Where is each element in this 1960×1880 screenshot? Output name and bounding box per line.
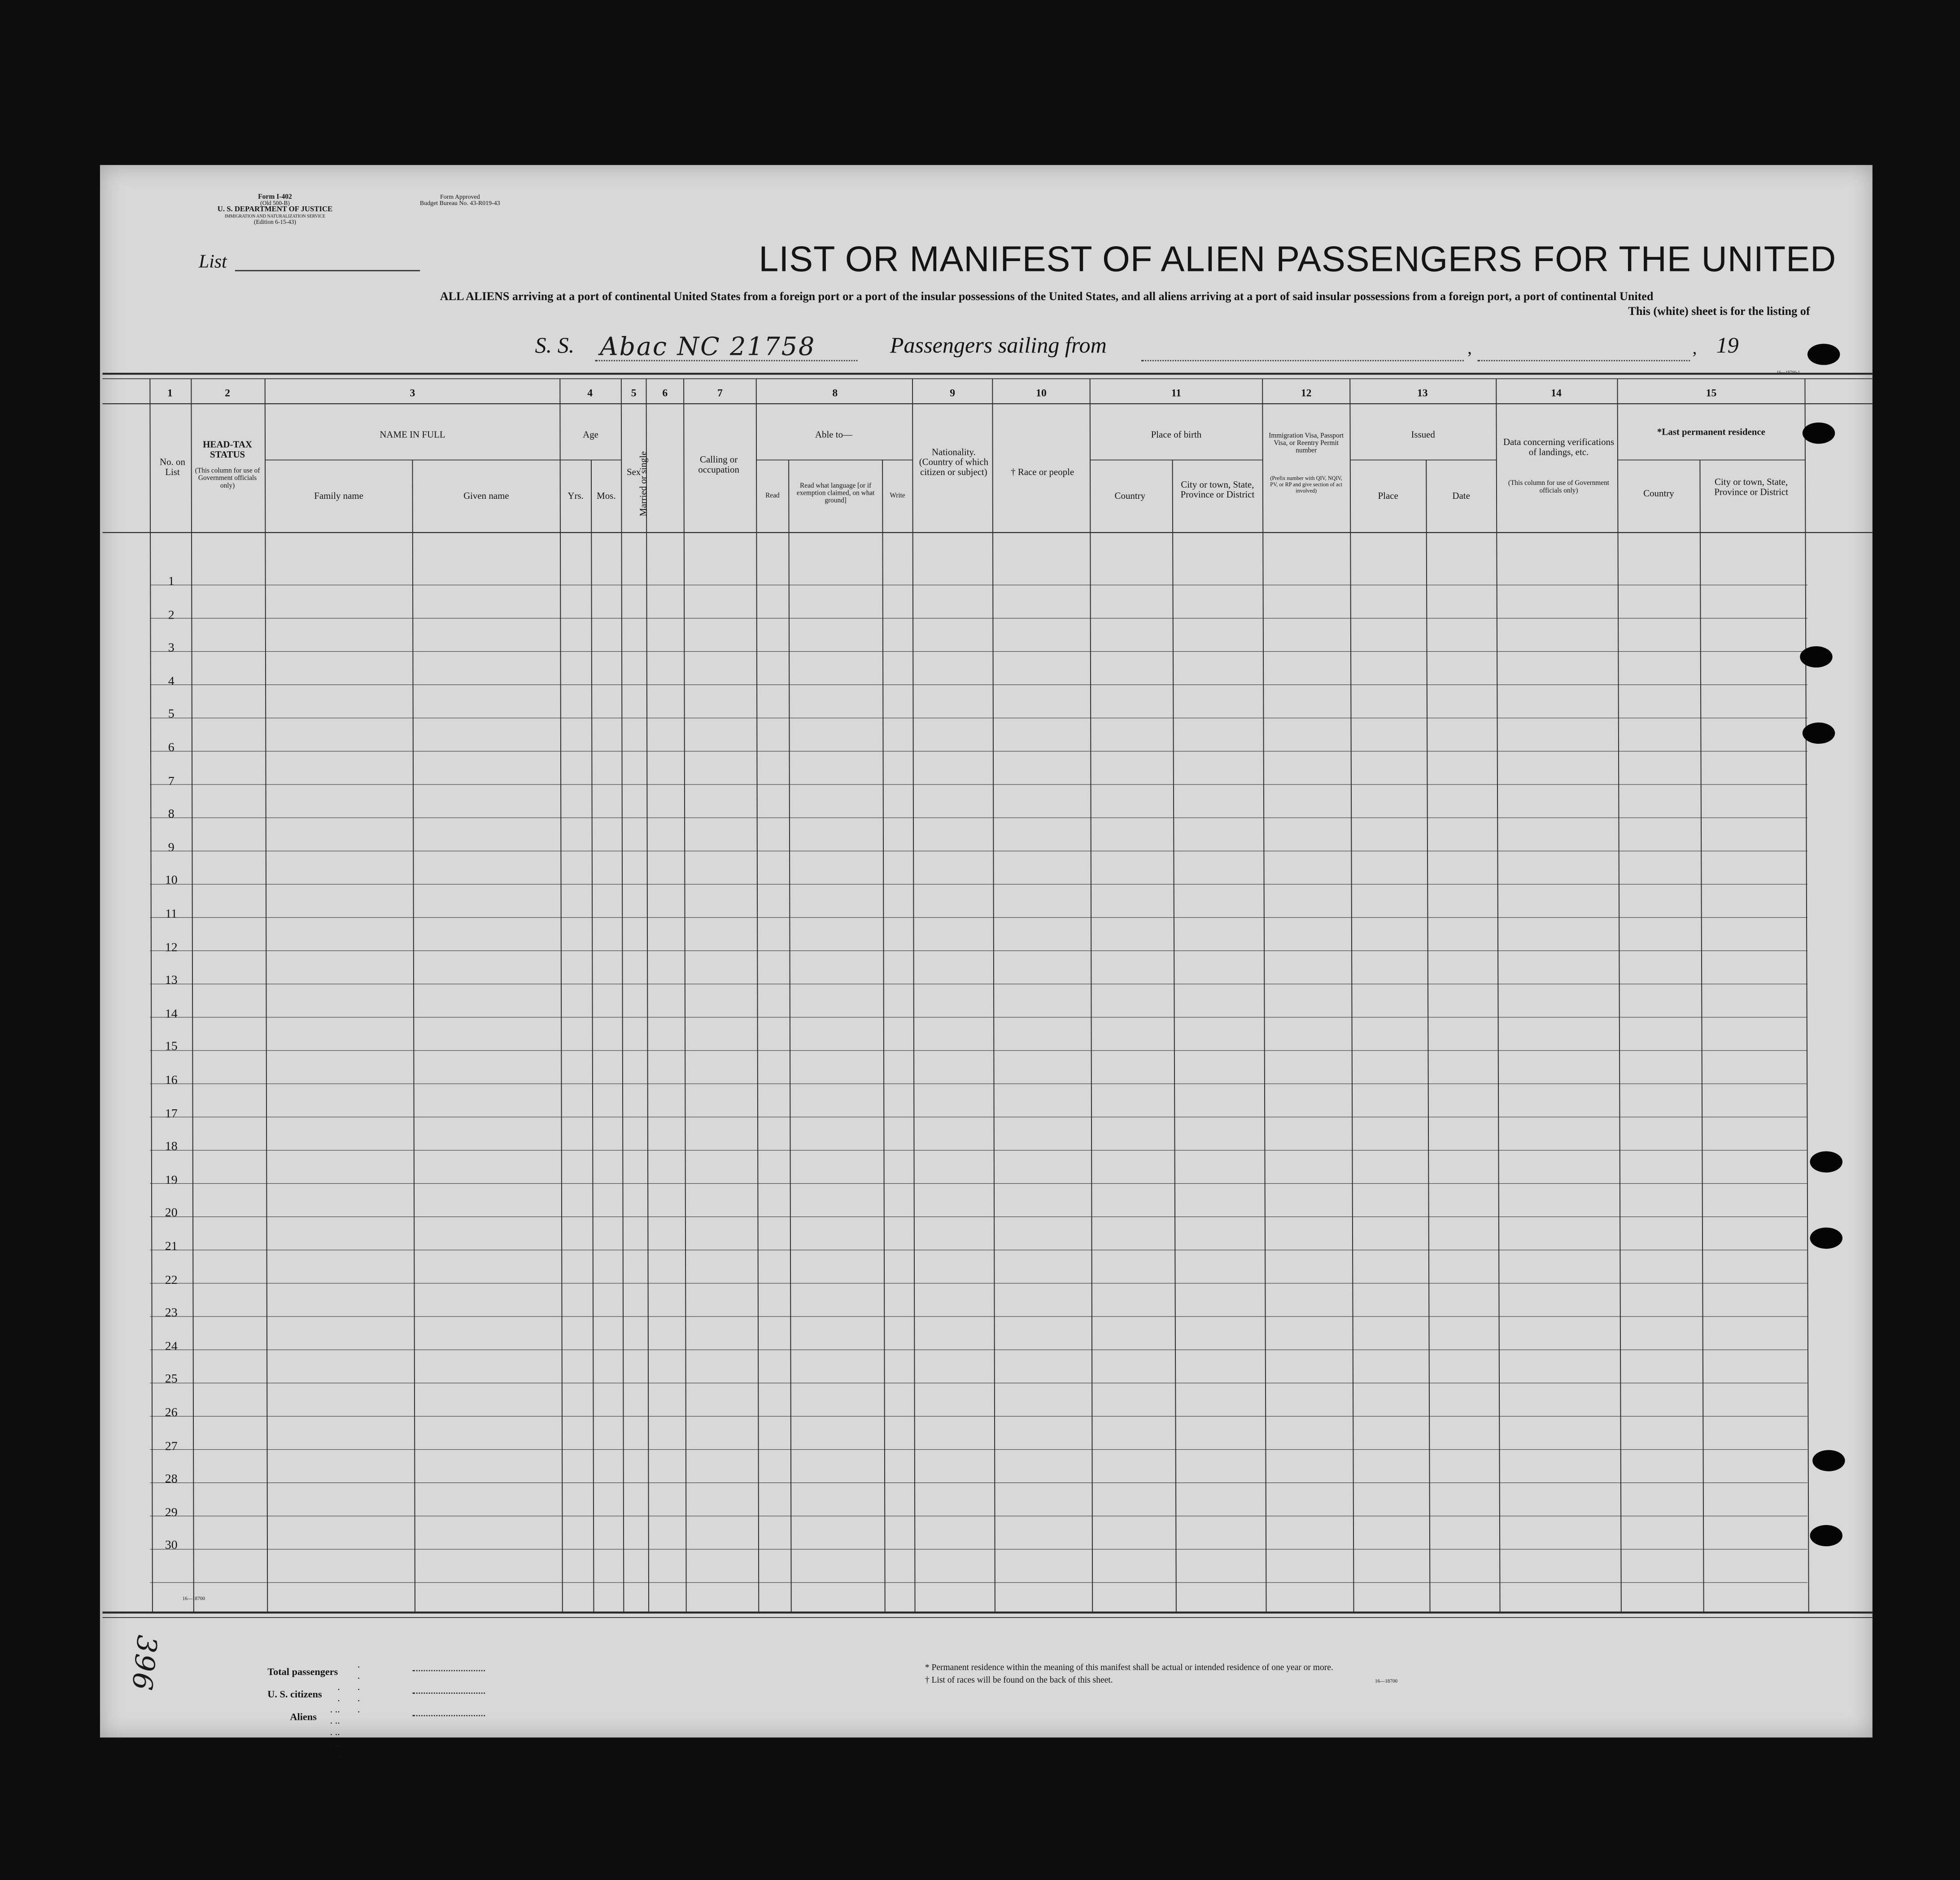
header-pob-country: Country [1114,490,1146,502]
grid-column-rule [591,460,594,1612]
vessel-prefix: S. S. [535,332,575,358]
list-label: List [199,252,227,273]
punch-hole [1807,344,1840,365]
row-number: 2 [168,608,175,622]
row-number: 19 [165,1173,178,1187]
footnote-permanent-residence: * Permanent residence within the meaning of this manifest shall be actual or intended residence of one year or more. [925,1662,1333,1673]
us-citizens-line [412,1692,485,1694]
approval-line1: Form Approved [440,195,480,201]
grid-column-rule [1617,379,1621,1612]
row-number: 16 [165,1073,178,1088]
footnote-race-list: † List of races will be found on the back of this sheet. [925,1675,1113,1685]
row-number: 17 [165,1107,178,1121]
row-number: 26 [165,1406,178,1420]
column-number: 4 [587,386,593,399]
grid-column-rule [1805,379,1808,1612]
grid-column-rule [560,379,563,1612]
aliens-row [267,1704,338,1749]
row-number: 24 [165,1339,178,1354]
row-number: 22 [165,1273,178,1287]
header-lr-country: Country [1643,487,1674,499]
header-issued: Issued [1411,428,1435,440]
form-old-number: (Old 500-B) [260,201,290,208]
grid-column-rule [191,379,194,1612]
row-number: 1 [168,575,175,589]
row-number: 5 [168,708,175,722]
manifest-grid [100,165,1873,1738]
header-last-residence: *Last permanent residence [1657,426,1765,438]
punch-hole [1810,1525,1842,1546]
header-able-to: Able to— [815,428,852,440]
column-number: 15 [1706,386,1717,399]
sailing-from-label: Passengers sailing from [890,332,1107,358]
header-age: Age [583,428,598,440]
row-number: 20 [165,1207,178,1221]
grid-column-rule [684,379,686,1612]
form-subtitle-line2: This (white) sheet is for the listing of [1628,306,1810,319]
header-age-mos: Mos. [597,490,616,502]
row-number: 3 [168,641,175,655]
column-number: 7 [717,386,723,399]
row-number: 4 [168,675,175,689]
row-number: 18 [165,1140,178,1154]
footnote-print-code: 16—18700 [1375,1677,1398,1684]
grid-column-rule [882,460,885,1612]
print-code-top: 16—18700-1 [1777,370,1800,375]
total-passengers-line [412,1670,485,1671]
aliens-dots: . . . . . . . . [330,1704,338,1749]
grid-column-rule [265,379,268,1612]
header-family-name: Family name [314,490,363,502]
column-number: 6 [662,386,668,399]
punch-hole [1803,423,1835,444]
row-number: 11 [165,907,178,921]
total-dots: . . . . . [357,1658,360,1715]
header-read: Read [765,492,780,500]
column-number: 2 [225,386,231,399]
punch-hole [1812,1450,1845,1471]
us-citizens-label: U. S. citizens [267,1688,322,1700]
year-prefix: 19 [1716,332,1739,358]
column-number: 3 [410,386,415,399]
manifest-sheet [100,165,1873,1760]
grid-column-rule [1426,460,1430,1612]
us-citizens-dots: . . . . . . . [337,1681,340,1760]
header-visa-note: (Prefix number with QIV, NQIV, PV, or RP and give section of act involved) [1270,475,1343,494]
row-number: 15 [165,1040,178,1055]
print-code-bottom-left: 16—18700 [182,1595,205,1601]
grid-column-rule [1496,379,1500,1612]
row-number: 14 [165,1007,178,1021]
header-sex: Sex [626,466,641,478]
header-data-verifications-note: (This column for use of Government officials only) [1508,480,1610,495]
header-head-tax: HEAD-TAX STATUS [203,439,253,460]
row-number: 23 [165,1306,178,1321]
column-number: 13 [1417,386,1428,399]
comma-separator-2: , [1692,340,1697,359]
column-number: 9 [950,386,956,399]
grid-column-rule [789,460,791,1612]
header-race: † Race or people [1011,466,1074,478]
approval-line2: Budget Bureau No. 43-R019-43 [419,201,500,208]
column-number: 8 [832,386,838,399]
form-edition: (Edition 6-15-43) [254,220,296,227]
header-head-tax-note: (This column for use of Government officials only) [195,467,260,490]
header-visa: Immigration Visa, Passport Visa, or Reentry Permit number [1269,432,1344,455]
header-calling: Calling or occupation [698,454,739,475]
aliens-line [412,1715,485,1716]
comma-separator: , [1467,340,1472,359]
grid-column-rule [1090,379,1093,1612]
form-title: LIST OR MANIFEST OF ALIEN PASSENGERS FOR THE UNITED [759,240,1837,280]
grid-column-rule [756,379,759,1612]
column-number: 14 [1551,386,1562,399]
vessel-name-handwritten: Abac NC 21758 [600,331,816,362]
grid-column-rule [150,379,153,1612]
header-nationality: Nationality. (Country of which citizen or subject) [919,446,989,478]
grid-column-rule [1700,460,1703,1612]
row-number: 7 [168,774,175,789]
header-issued-date: Date [1452,490,1470,502]
header-no-on-list: No. on List [160,456,185,478]
header-read-language: Read what language [or if exemption claimed, on what ground] [796,482,875,505]
column-number: 12 [1301,386,1312,399]
column-number: 11 [1171,386,1182,399]
grid-column-rule [621,379,624,1612]
header-name-in-full: NAME IN FULL [380,428,445,440]
form-subtitle-line1: ALL ALIENS arriving at a port of continental United States from a foreign port or a port of the insular possessions of the United States, and all aliens arriving at a port of said insular possessions from a foreign port, a port of continental United [440,291,1654,304]
grid-column-rule [1262,379,1266,1612]
grid-column-rule [992,379,995,1612]
row-number: 9 [168,841,175,855]
header-age-yrs: Yrs. [567,490,584,502]
totals-block [267,1658,360,1760]
row-number: 30 [165,1539,178,1553]
row-number: 28 [165,1473,178,1487]
grid-column-rule [1350,379,1353,1612]
row-number: 29 [165,1506,178,1520]
header-married-or-single: Married or single [637,451,649,516]
total-passengers-label: Total passengers [267,1666,338,1678]
row-number: 12 [165,941,178,955]
row-number: 10 [165,874,178,888]
form-department: U. S. DEPARTMENT OF JUSTICE [217,206,333,214]
header-pob-city: City or town, State, Province or District [1180,479,1255,500]
punch-hole [1810,1227,1842,1248]
row-number: 13 [165,974,178,988]
margin-handwritten-number: 396 [124,1633,162,1693]
form-service: IMMIGRATION AND NATURALIZATION SERVICE [224,214,326,219]
row-number: 21 [165,1240,178,1254]
row-number: 6 [168,741,175,755]
aliens-label: Aliens [290,1711,317,1723]
grid-column-rule [1173,460,1176,1612]
header-data-verifications: Data concerning verifications of landings, etc. [1503,436,1615,458]
header-issued-place: Place [1378,490,1398,502]
punch-hole [1810,1151,1842,1172]
form-number: Form I-402 [258,193,292,201]
punch-hole [1803,723,1835,744]
row-number: 25 [165,1373,178,1387]
punch-hole [1800,646,1832,667]
header-write: Write [890,492,905,500]
grid-column-rule [912,379,915,1612]
header-given-name: Given name [463,490,509,502]
column-number: 10 [1036,386,1047,399]
row-number: 8 [168,807,175,822]
header-lr-city: City or town, State, Province or District [1714,476,1789,498]
row-number: 27 [165,1439,178,1453]
column-number: 1 [167,386,173,399]
column-number: 5 [631,386,637,399]
grid-column-rule [412,460,415,1612]
header-place-of-birth: Place of birth [1151,428,1202,440]
grid-column-rule [646,379,649,1612]
